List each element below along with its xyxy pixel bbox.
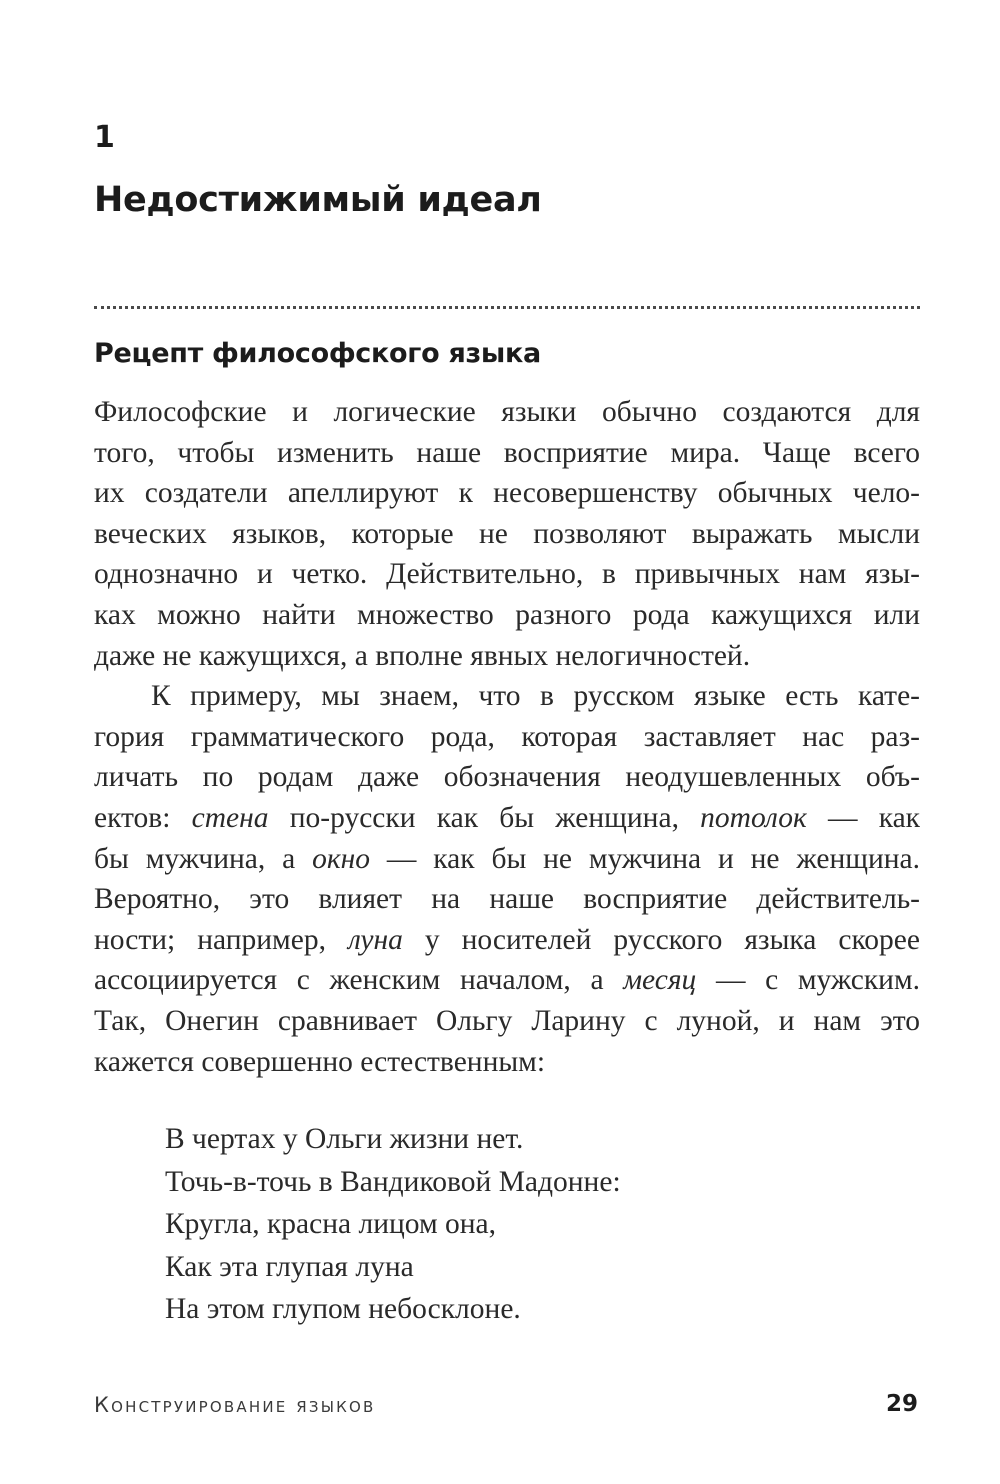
italic-word: потолок <box>700 801 807 834</box>
chapter-title: Недостижимый идеал <box>94 180 542 220</box>
paragraph-2-line: К примеру, мы знаем, что в русском языке есть кате- <box>151 680 920 713</box>
paragraph-1-line: того, чтобы изменить наше восприятие мира. Чаще всего <box>94 436 920 469</box>
italic-word: окно <box>312 842 371 875</box>
verse-line: На этом глупом небосклоне. <box>165 1293 521 1325</box>
page-number: 29 <box>885 1391 918 1417</box>
verse-line: Как эта глупая луна <box>165 1250 414 1283</box>
paragraph-1-line: даже не кажущихся, а вполне явных нелогичностей. <box>94 639 751 672</box>
body-text <box>94 392 920 1082</box>
verse-line: В чертах у Ольги жизни нет. <box>165 1123 524 1155</box>
paragraph-2-line <box>94 839 920 880</box>
paragraph-1-line: Философские и логические языки обычно создаются для <box>94 396 920 428</box>
paragraph-2-line: личать по родам даже обозначения неодушевленных объ- <box>94 761 920 794</box>
section-title: Рецепт философского языка <box>94 338 541 369</box>
verse-line: Точь-в-точь в Вандиковой Мадонне: <box>165 1165 621 1198</box>
italic-word: месяц <box>623 964 697 997</box>
verse-quote <box>165 1118 621 1331</box>
dotted-divider <box>94 306 920 309</box>
text-run: — как бы не мужчина и не женщина. <box>370 842 920 875</box>
text-run: ектов: <box>94 801 192 834</box>
paragraph-1-line: веческих языков, которые не позволяют выражать мысли <box>94 517 920 550</box>
paragraph-1-line: их создатели апеллируют к несовершенству обычных чело- <box>94 477 920 510</box>
text-run: — как <box>806 801 921 834</box>
paragraph-2-line <box>94 920 920 961</box>
text-run: бы мужчина, а <box>94 842 313 875</box>
text-run: ности; например, <box>94 923 348 956</box>
running-footer-title: Конструирование языков <box>94 1393 376 1417</box>
text-run: — с мужским. <box>696 964 920 997</box>
paragraph-2-line: Так, Онегин сравнивает Ольгу Ларину с луной, и нам это <box>94 1004 920 1037</box>
paragraph-1-line: однозначно и четко. Действительно, в привычных нам язы- <box>94 558 920 591</box>
paragraph-1-line: ках можно найти множество разного рода кажущихся или <box>94 598 920 631</box>
paragraph-2-line: Вероятно, это влияет на наше восприятие действитель- <box>94 883 920 916</box>
paragraph-2-line: гория грамматического рода, которая заставляет нас раз- <box>94 720 920 753</box>
chapter-number: 1 <box>94 120 115 155</box>
text-run: ассоциируется с женским началом, а <box>94 964 624 997</box>
text-run: по-русски как бы женщина, <box>268 801 701 834</box>
verse-line: Кругла, красна лицом она, <box>165 1208 497 1240</box>
italic-word: стена <box>191 801 269 834</box>
italic-word: луна <box>347 923 403 956</box>
paragraph-2-line <box>94 960 920 1001</box>
text-run: у носителей русского языка скорее <box>402 923 920 956</box>
paragraph-2-line <box>94 798 920 839</box>
paragraph-2-line: кажется совершенно естественным: <box>94 1045 546 1078</box>
